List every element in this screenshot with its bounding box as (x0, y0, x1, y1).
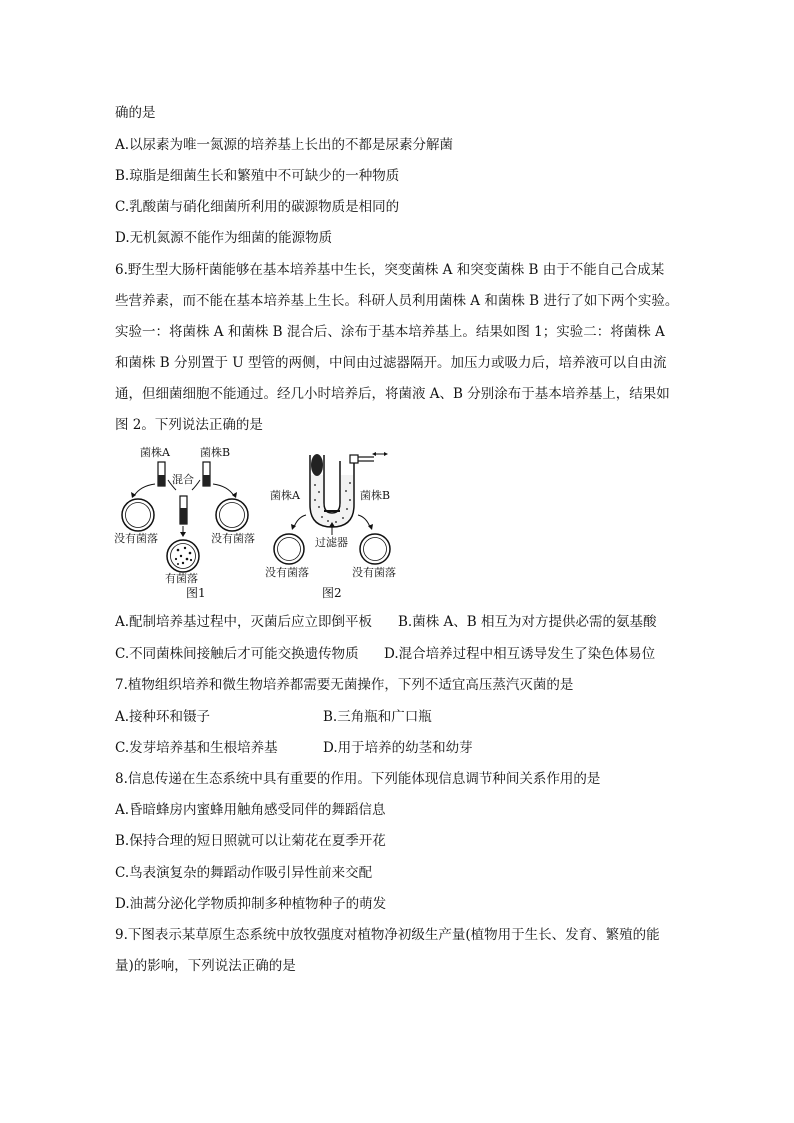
figure-2 (262, 445, 422, 605)
q5-option-a: A.以尿素为唯一氮源的培养基上长出的不都是尿素分解菌 (115, 137, 454, 153)
q6-stem-line: 和菌株 B 分别置于 U 型管的两侧，中间由过滤器隔开。加压力或吸力后，培养液可以自由流 (115, 355, 667, 371)
fig1-caption: 图1 (186, 586, 206, 600)
q5-option-d: D.无机氮源不能作为细菌的能源物质 (115, 230, 333, 246)
q7-option-d: D.用于培养的幼茎和幼芽 (323, 740, 473, 756)
fig2-no-colony-right: 没有菌落 (352, 566, 396, 579)
q6-stem-line: 图 2。下列说法正确的是 (115, 417, 263, 433)
figure-1 (110, 440, 270, 600)
q6-option-b: B.菌株 A、B 相互为对方提供必需的氨基酸 (398, 614, 657, 630)
fig1-no-colony-left: 没有菌落 (114, 532, 158, 545)
q7-stem: 7.植物组织培养和微生物培养都需要无菌操作，下列不适宜高压蒸汽灭菌的是 (115, 677, 574, 693)
fig2-no-colony-left: 没有菌落 (265, 566, 309, 579)
fig1-mix-label: 混合 (172, 473, 194, 486)
q6-stem-line: 通，但细菌细胞不能通过。经几小时培养后，将菌液 A、B 分别涂布于基本培养基上，结果如 (115, 386, 670, 402)
q5-option-b: B.琼脂是细菌生长和繁殖中不可缺少的一种物质 (115, 168, 400, 184)
q6-option-a: A.配制培养基过程中，灭菌后应立即倒平板 (115, 614, 373, 630)
q6-option-d: D.混合培养过程中相互诱导发生了染色体易位 (384, 646, 656, 662)
q9-stem-line: 量)的影响，下列说法正确的是 (115, 958, 296, 974)
fig2-strain-a-label: 菌株A (270, 489, 300, 502)
q8-option-a: A.昏暗蜂房内蜜蜂用触角感受同伴的舞蹈信息 (115, 802, 386, 818)
fig1-has-colony: 有菌落 (165, 572, 198, 585)
fig1-strain-b-label: 菌株B (200, 446, 231, 459)
fig1-mixed-tube (180, 496, 187, 524)
fig2-caption: 图2 (322, 586, 342, 600)
fig1-tube-a (158, 462, 165, 486)
fig2-strain-b-label: 菌株B (360, 489, 391, 502)
fig2-filter-label: 过滤器 (315, 536, 348, 549)
fig1-plate-right (216, 499, 248, 531)
fig1-plate-left (122, 499, 154, 531)
q7-option-c: C.发芽培养基和生根培养基 (115, 740, 278, 756)
q8-option-b: B.保持合理的短日照就可以让菊花在夏季开花 (115, 833, 386, 849)
q8-option-d: D.油蒿分泌化学物质抑制多种植物种子的萌发 (115, 896, 387, 912)
fig1-no-colony-right: 没有菌落 (211, 532, 255, 545)
q7-option-a: A.接种环和镊子 (115, 709, 211, 725)
fig2-plate-left (274, 534, 304, 564)
q7-option-b: B.三角瓶和广口瓶 (323, 709, 432, 725)
q6-stem-line: 些营养素，而不能在基本培养基上生长。科研人员利用菌株 A 和菌株 B 进行了如下两个实验。 (115, 293, 679, 309)
fig1-plate-colonies (167, 540, 199, 572)
q8-stem: 8.信息传递在生态系统中具有重要的作用。下列能体现信息调节种间关系作用的是 (115, 771, 601, 787)
q8-option-c: C.鸟表演复杂的舞蹈动作吸引异性前来交配 (115, 865, 373, 881)
q6-option-c: C.不同菌株间接触后才可能交换遗传物质 (115, 646, 359, 662)
fig1-tube-b (203, 462, 210, 486)
q6-stem-line: 6.野生型大肠杆菌能够在基本培养基中生长，突变菌株 A 和突变菌株 B 由于不能自己合成某 (115, 262, 665, 278)
fig2-plate-right (360, 534, 390, 564)
q5-option-c: C.乳酸菌与硝化细菌所利用的碳源物质是相同的 (115, 199, 400, 215)
q6-stem-line: 实验一：将菌株 A 和菌株 B 混合后、涂布于基本培养基上。结果如图 1；实验二：将菌株 A (115, 324, 665, 340)
q9-stem-line: 9.下图表示某草原生态系统中放牧强度对植物净初级生产量(植物用于生长、发育、繁殖的能 (115, 927, 660, 943)
text-line: 确的是 (115, 105, 156, 121)
fig1-strain-a-label: 菌株A (140, 446, 170, 459)
